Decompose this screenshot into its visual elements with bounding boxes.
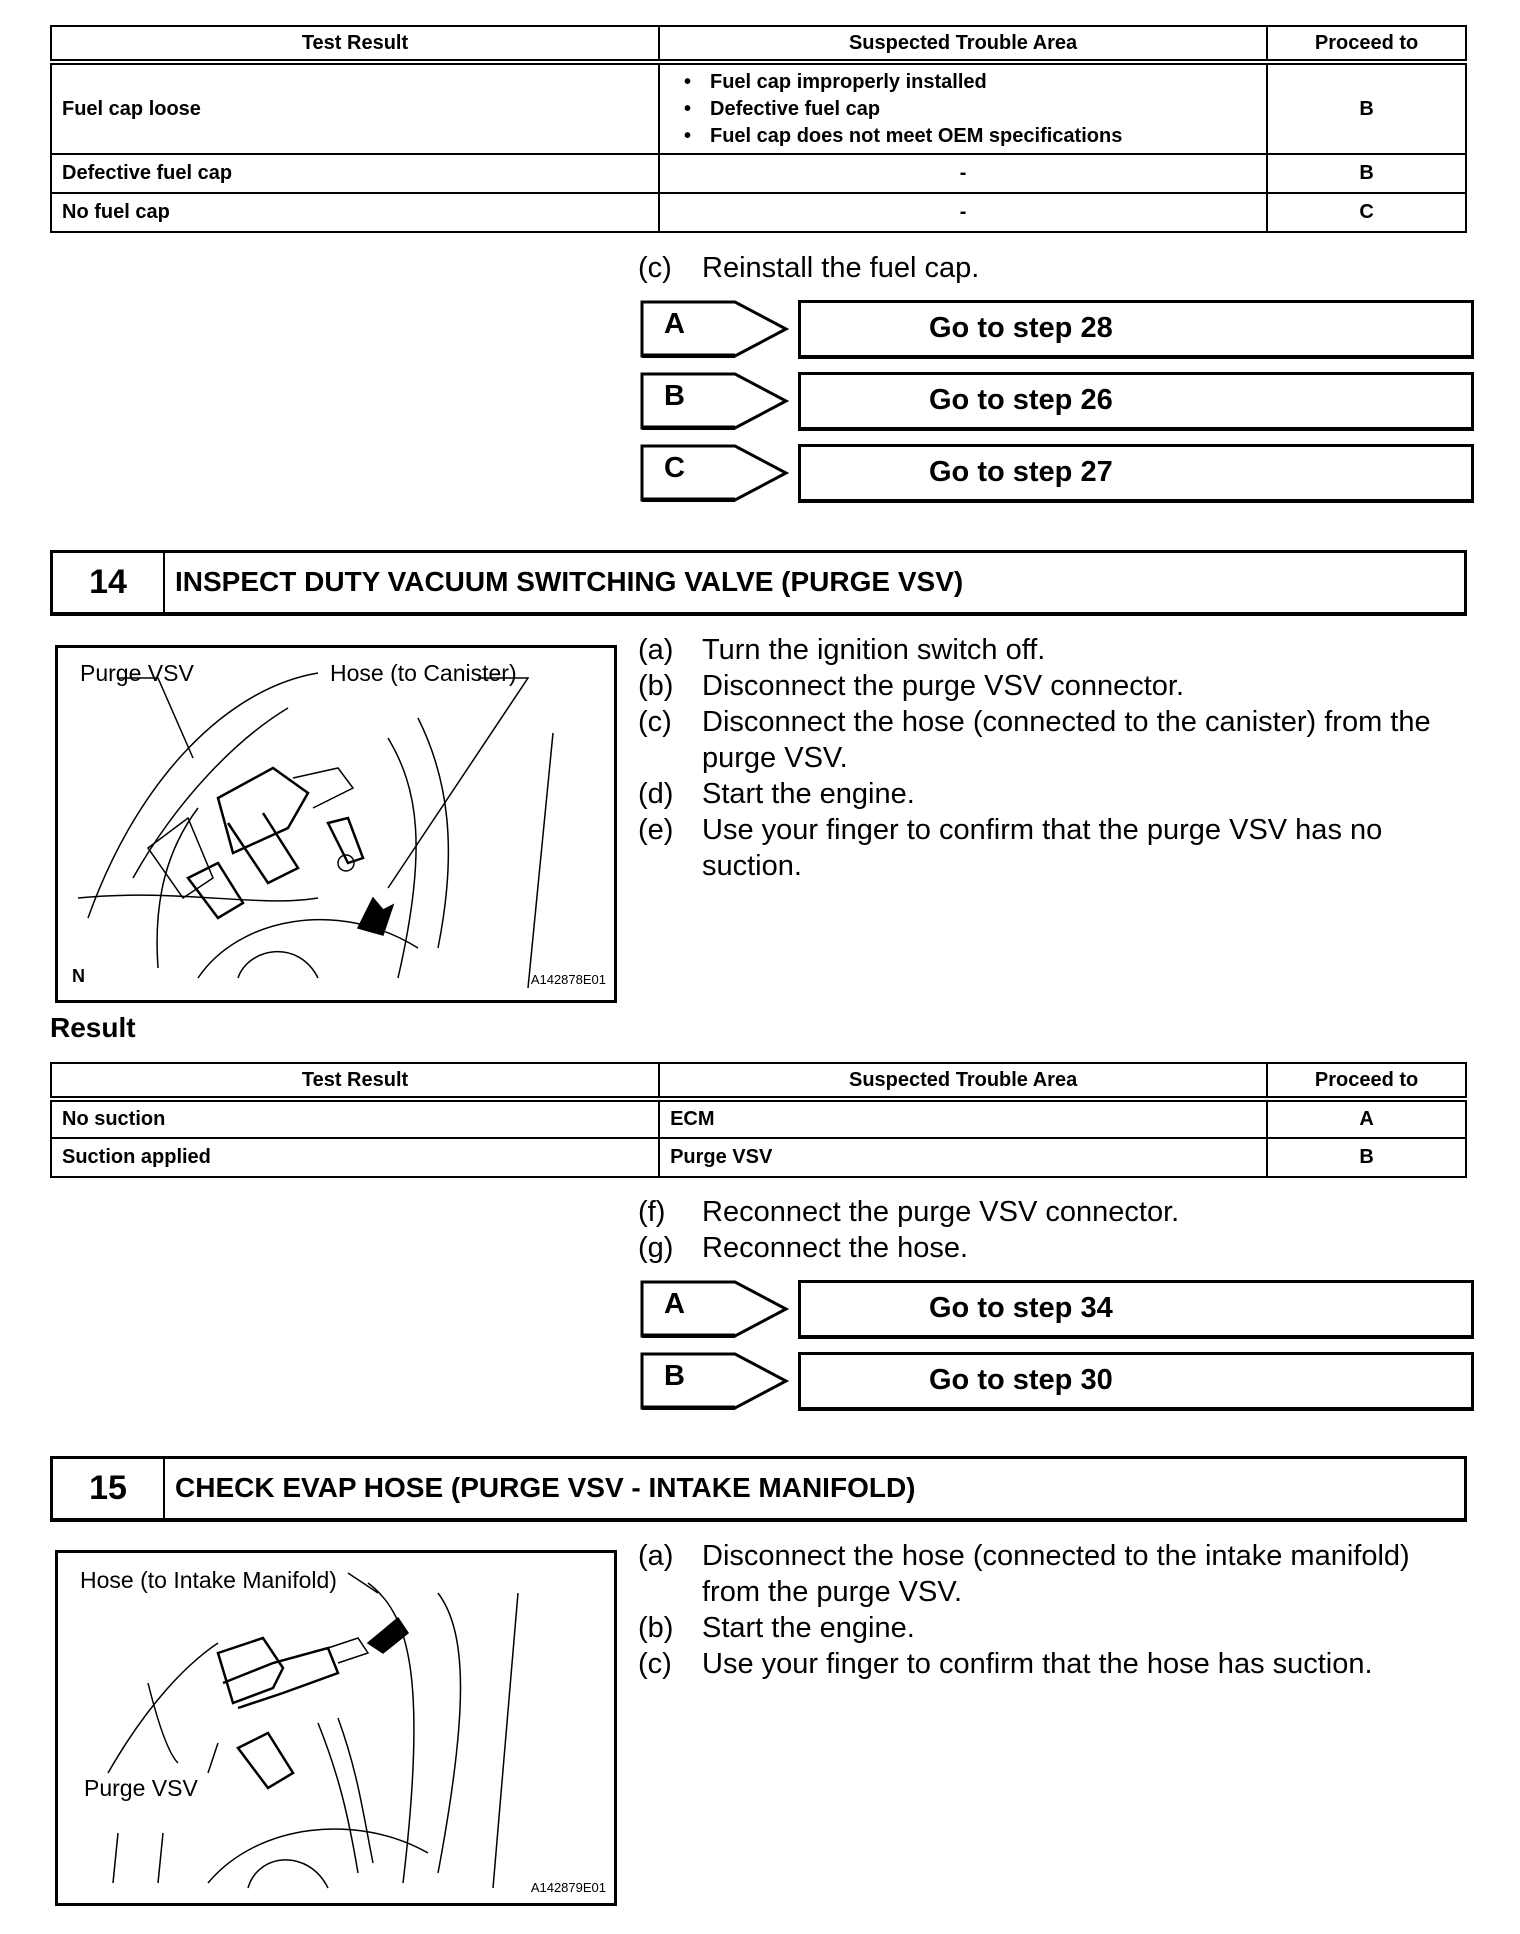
goto-label: Go to step 28: [929, 312, 1113, 344]
instruction-text: Start the engine.: [702, 778, 915, 810]
instruction-item: [638, 668, 1468, 704]
instruction-item: [638, 1230, 1468, 1266]
test-result-cell: No fuel cap: [51, 193, 659, 232]
result-heading: Result: [50, 1012, 136, 1043]
figure-code: A142878E01: [530, 972, 606, 987]
trouble-area-list: [670, 69, 1256, 150]
proceed-to-cell: B: [1267, 62, 1466, 154]
instruction-list: [638, 1194, 1468, 1266]
trouble-area-cell: -: [659, 193, 1267, 232]
instruction-list: [638, 632, 1468, 884]
instruction-item: [638, 812, 1468, 884]
column-header: Suspected Trouble Area: [659, 1063, 1267, 1099]
goto-step-button[interactable]: [798, 444, 1474, 503]
instruction-label: (c): [638, 252, 672, 284]
step-title: CHECK EVAP HOSE (PURGE VSV - INTAKE MANIFOLD): [175, 1472, 916, 1503]
instruction-label: (a): [638, 1540, 674, 1572]
orientation-label: N: [72, 966, 85, 986]
branch-tag: C: [664, 452, 685, 484]
instruction-text: Turn the ignition switch off.: [702, 634, 1046, 666]
instruction-text: Disconnect the hose (connected to the canister) from the purge VSV.: [702, 706, 1431, 774]
instruction-label: (b): [638, 670, 674, 702]
figure-code: A142879E01: [530, 1880, 606, 1895]
hose-canister-label: Hose (to Canister): [330, 660, 517, 686]
branch-tag: A: [664, 308, 685, 340]
purge-vsv-figure: [55, 645, 617, 1003]
step-number: 15: [53, 1459, 165, 1518]
proceed-to-cell: A: [1267, 1099, 1466, 1138]
hose-intake-label: Hose (to Intake Manifold): [80, 1567, 337, 1593]
list-item: • Fuel cap does not meet OEM specifications: [684, 123, 1256, 150]
instruction-label: (f): [638, 1196, 666, 1228]
test-result-cell: Defective fuel cap: [51, 154, 659, 193]
instruction-text: Reinstall the fuel cap.: [702, 252, 980, 284]
column-header: Proceed to: [1267, 1063, 1466, 1099]
test-result-cell: Suction applied: [51, 1138, 659, 1177]
branch-a[interactable]: [640, 300, 1470, 358]
column-header: Test Result: [51, 1063, 659, 1099]
trouble-area-cell: Purge VSV: [659, 1138, 1267, 1177]
goto-label: Go to step 27: [929, 456, 1113, 488]
proceed-to-cell: B: [1267, 154, 1466, 193]
column-header: Suspected Trouble Area: [659, 26, 1267, 62]
branch-c[interactable]: [640, 444, 1470, 502]
instruction-item: [638, 776, 1468, 812]
table-row: [51, 1099, 1466, 1138]
proceed-to-cell: B: [1267, 1138, 1466, 1177]
test-result-cell: No suction: [51, 1099, 659, 1138]
instruction-item: [638, 1194, 1468, 1230]
instruction-text: Start the engine.: [702, 1612, 915, 1644]
table-row: [51, 154, 1466, 193]
engine-illustration-icon: [58, 648, 614, 1000]
instruction-item: [638, 632, 1468, 668]
table-row: [51, 1138, 1466, 1177]
purge-vsv-label: Purge VSV: [84, 1775, 198, 1801]
instruction-item: [638, 250, 1468, 286]
branch-a[interactable]: [640, 1280, 1470, 1338]
instruction-label: (d): [638, 778, 674, 810]
instruction-label: (b): [638, 1612, 674, 1644]
table-row: [51, 62, 1466, 154]
instruction-text: Disconnect the purge VSV connector.: [702, 670, 1185, 702]
test-result-cell: Fuel cap loose: [51, 62, 659, 154]
instruction-label: (e): [638, 814, 674, 846]
purge-vsv-result-table: [50, 1062, 1467, 1178]
instruction-list: [638, 1538, 1468, 1682]
goto-label: Go to step 30: [929, 1364, 1113, 1396]
trouble-area-cell: -: [659, 154, 1267, 193]
instruction-item: [638, 1610, 1468, 1646]
list-item: • Defective fuel cap: [684, 96, 1256, 123]
column-header: Proceed to: [1267, 26, 1466, 62]
instruction-list: [638, 250, 1468, 286]
column-header: Test Result: [51, 26, 659, 62]
goto-label: Go to step 34: [929, 1292, 1113, 1324]
branch-tag: B: [664, 1360, 685, 1392]
instruction-text: Disconnect the hose (connected to the intake manifold) from the purge VSV.: [702, 1540, 1410, 1608]
instruction-text: Use your finger to confirm that the hose has suction.: [702, 1648, 1373, 1680]
instruction-text: Reconnect the hose.: [702, 1232, 969, 1264]
step-number: 14: [53, 553, 165, 612]
instruction-label: (g): [638, 1232, 674, 1264]
engine-illustration-icon: [58, 1553, 614, 1903]
step-15-header: [50, 1456, 1467, 1522]
branch-b[interactable]: [640, 372, 1470, 430]
branch-tag: A: [664, 1288, 685, 1320]
trouble-area-cell: ECM: [659, 1099, 1267, 1138]
instruction-label: (c): [638, 706, 672, 738]
proceed-to-cell: C: [1267, 193, 1466, 232]
purge-vsv-label: Purge VSV: [80, 660, 194, 686]
evap-hose-figure: [55, 1550, 617, 1906]
fuel-cap-result-table: [50, 25, 1467, 233]
branch-tag: B: [664, 380, 685, 412]
instruction-item: [638, 1538, 1468, 1610]
trouble-area-cell: [659, 62, 1267, 154]
instruction-item: [638, 704, 1468, 776]
step-14-header: [50, 550, 1467, 616]
instruction-label: (a): [638, 634, 674, 666]
list-item: • Fuel cap improperly installed: [684, 69, 1256, 96]
goto-step-button[interactable]: [798, 300, 1474, 359]
goto-step-button[interactable]: [798, 372, 1474, 431]
table-row: [51, 193, 1466, 232]
step-title: INSPECT DUTY VACUUM SWITCHING VALVE (PURGE VSV): [175, 566, 964, 597]
instruction-item: [638, 1646, 1468, 1682]
instruction-label: (c): [638, 1648, 672, 1680]
goto-label: Go to step 26: [929, 384, 1113, 416]
instruction-text: Use your finger to confirm that the purge VSV has no suction.: [702, 814, 1383, 882]
goto-step-button[interactable]: [798, 1280, 1474, 1339]
goto-step-button[interactable]: [798, 1352, 1474, 1411]
instruction-text: Reconnect the purge VSV connector.: [702, 1196, 1180, 1228]
branch-b[interactable]: [640, 1352, 1470, 1410]
